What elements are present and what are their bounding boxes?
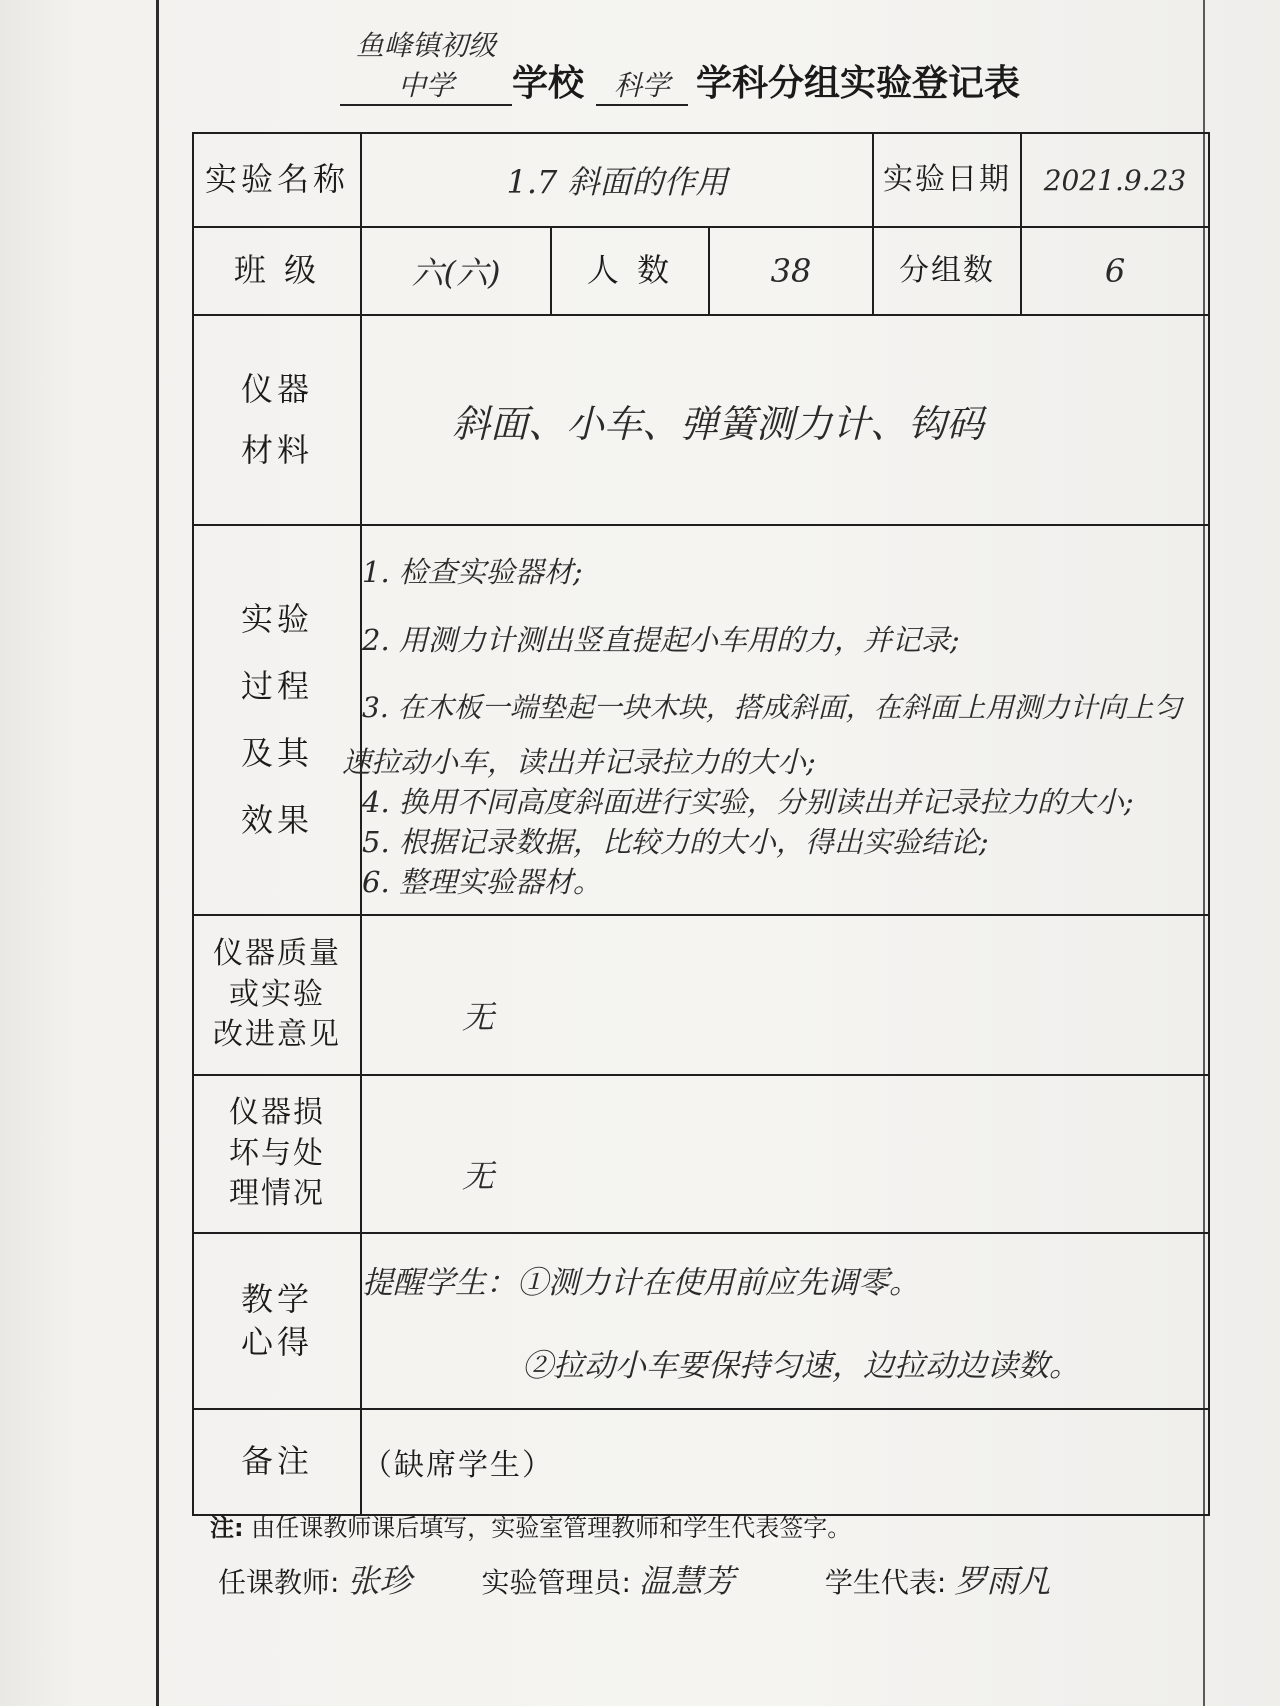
table-row	[193, 227, 1209, 315]
table-row	[193, 133, 1209, 227]
experiment-date-value: 2021.9.23	[1021, 133, 1209, 227]
table-row	[193, 525, 1209, 915]
equipment-label: 仪器 材料	[193, 315, 361, 525]
class-value: 六(六)	[361, 227, 551, 315]
experiment-date-label: 实验日期	[873, 133, 1021, 227]
student-rep-signature: 罗雨凡	[954, 1562, 1051, 1600]
note-prefix: 注:	[210, 1514, 244, 1542]
process-step: 5. 根据记录数据，比较力的大小，得出实验结论;	[362, 825, 989, 859]
table-row	[193, 1075, 1209, 1233]
table-row	[193, 915, 1209, 1075]
student-count-label: 人 数	[551, 227, 709, 315]
school-suffix: 学校	[512, 63, 585, 104]
school-name-blank: 鱼峰镇初级中学	[340, 24, 512, 106]
damage-label: 仪器损 坏与处 理情况	[193, 1075, 361, 1233]
process-step: 速拉动小车，读出并记录拉力的大小;	[342, 745, 816, 779]
table-row	[193, 1409, 1209, 1515]
quality-label: 仪器质量 或实验 改进意见	[193, 915, 361, 1075]
experiment-register-table	[192, 132, 1210, 1516]
equipment-value: 斜面、小车、弹簧测力计、钩码	[361, 315, 1209, 525]
group-count-value: 6	[1021, 227, 1209, 315]
quality-value: 无	[361, 915, 1209, 1075]
experiment-name-value: 1.7 斜面的作用	[361, 133, 873, 227]
class-label: 班 级	[193, 227, 361, 315]
table-row	[193, 1233, 1209, 1409]
form-title	[340, 29, 1100, 106]
process-label: 实验 过程 及其 效果	[193, 525, 361, 915]
reflection-line: ②拉动小车要保持匀速，边拉动边读数。	[522, 1348, 1080, 1384]
process-step: 4. 换用不同高度斜面进行实验，分别读出并记录拉力的大小;	[362, 785, 1134, 819]
subject-blank: 科学	[596, 64, 688, 106]
remarks-label: 备注	[193, 1409, 361, 1515]
process-steps	[342, 525, 1209, 915]
reflection-label: 教学 心得	[193, 1233, 361, 1409]
process-step: 1. 检查实验器材;	[362, 555, 583, 589]
reflection-line: 提醒学生：①测力计在使用前应先调零。	[362, 1265, 920, 1301]
experiment-name-label: 实验名称	[193, 133, 361, 227]
student-count-value: 38	[709, 227, 873, 315]
teacher-signature: 张珍	[347, 1562, 412, 1600]
teacher-label: 任课教师:	[218, 1566, 340, 1599]
process-step: 3. 在木板一端垫起一块木块，搭成斜面，在斜面上用测力计向上匀	[362, 691, 1182, 724]
lab-admin-signature: 温慧芳	[638, 1562, 735, 1600]
process-step: 6. 整理实验器材。	[362, 865, 602, 899]
table-row	[193, 315, 1209, 525]
left-margin-line	[156, 0, 159, 1706]
remarks-value: （缺席学生）	[361, 1409, 1209, 1515]
signature-row	[218, 1556, 1198, 1602]
damage-value: 无	[361, 1075, 1209, 1233]
footer-note	[210, 1508, 851, 1543]
lab-admin-label: 实验管理员:	[481, 1566, 631, 1599]
form-name: 学科分组实验登记表	[696, 63, 1021, 104]
student-rep-label: 学生代表:	[824, 1566, 947, 1599]
note-text: 由任课教师课后填写，实验室管理教师和学生代表签字。	[251, 1514, 852, 1542]
reflection-value	[361, 1233, 1209, 1409]
group-count-label: 分组数	[873, 227, 1021, 315]
process-step: 2. 用测力计测出竖直提起小车用的力，并记录;	[362, 623, 960, 657]
